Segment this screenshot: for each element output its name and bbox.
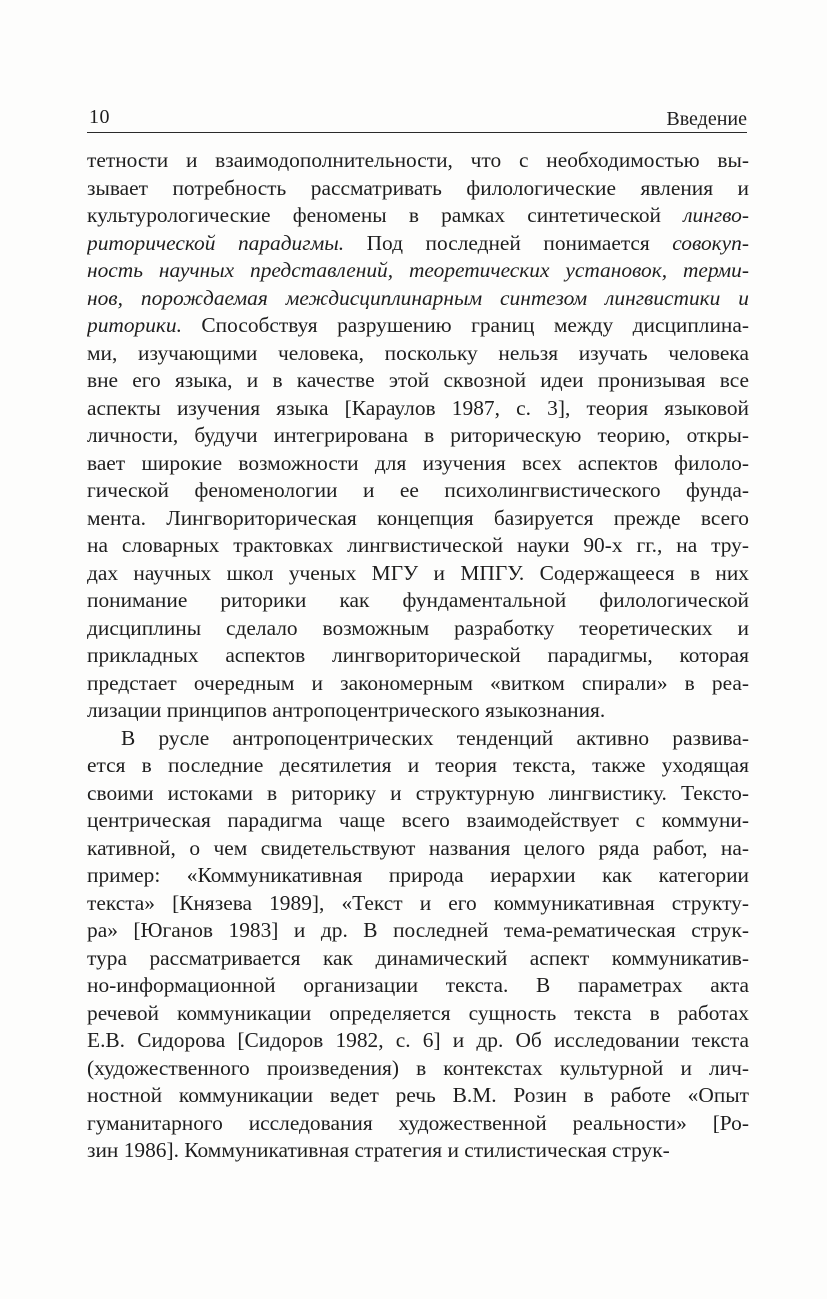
page-number: 10 xyxy=(89,106,110,128)
text-line xyxy=(87,862,749,890)
italic-text-segment: лингво- xyxy=(683,203,749,227)
text-segment: ра» [Юганов 1983] и др. В последней тема-рематическая струк- xyxy=(87,918,749,942)
text-segment: зывает потребность рассматривать филологические явления и xyxy=(87,175,749,200)
text-line xyxy=(87,587,749,615)
italic-text-segment: нов, порождаемая междисциплинарным синтезом лингвистики и xyxy=(87,285,749,310)
text-line xyxy=(87,505,749,533)
text-line xyxy=(87,835,749,863)
italic-text-segment: риторики. xyxy=(87,313,182,337)
text-segment: дисциплины сделало возможным разработку теоретических и xyxy=(87,615,749,640)
text-line xyxy=(87,1082,749,1110)
text-line xyxy=(87,615,749,643)
text-segment: центрическая парадигма чаще всего взаимодействует с коммуни- xyxy=(87,808,749,832)
text-segment: культурологические феномены в рамках синтетической xyxy=(87,203,684,227)
text-line xyxy=(87,395,749,423)
text-line xyxy=(87,1137,749,1165)
text-segment: лизации принципов антропоцентрического языкознания. xyxy=(87,698,606,722)
text-line xyxy=(87,367,749,395)
text-line xyxy=(87,1000,749,1028)
text-segment: личности, будучи интегрирована в риторическую теорию, откры- xyxy=(87,423,749,447)
text-line xyxy=(87,945,749,973)
running-head: Введение xyxy=(666,108,747,130)
text-segment: В русле антропоцентрических тенденций активно развива- xyxy=(121,725,749,750)
text-segment: ностной коммуникации ведет речь В.М. Розин в работе «Опыт xyxy=(87,1083,749,1107)
text-segment: вает широкие возможности для изучения всех аспектов филоло- xyxy=(87,450,749,475)
text-line xyxy=(87,285,749,313)
text-line xyxy=(87,532,749,560)
text-segment: мента. Лингвориторическая концепция базируется прежде всего xyxy=(87,505,749,530)
text-line xyxy=(87,780,749,808)
text-line xyxy=(87,450,749,478)
text-line xyxy=(87,642,749,670)
text-segment: гической феноменологии и ее психолингвистического фунда- xyxy=(87,478,749,502)
text-line xyxy=(87,257,749,285)
text-segment: но-информационной организации текста. В параметрах акта xyxy=(87,973,749,997)
text-segment: дах научных школ ученых МГУ и МПГУ. Содержащееся в них xyxy=(87,560,749,585)
text-line xyxy=(87,670,749,698)
text-line xyxy=(87,972,749,1000)
text-segment: ется в последние десятилетия и теория текста, также уходящая xyxy=(87,753,749,777)
text-segment: текста» [Князева 1989], «Текст и его коммуникативная структу- xyxy=(87,890,749,915)
text-line xyxy=(87,725,749,753)
text-segment: предстает очередным и закономерным «витком спирали» в реа- xyxy=(87,670,749,695)
text-segment: на словарных трактовках лингвистической науки 90-х гг., на тру- xyxy=(87,533,749,557)
text-body xyxy=(87,147,749,1165)
text-segment: тура рассматривается как динамический аспект коммуникатив- xyxy=(87,945,749,970)
text-line xyxy=(87,697,749,725)
text-line xyxy=(87,230,749,258)
text-segment: (художественного произведения) в контекстах культурной и лич- xyxy=(87,1055,749,1080)
page-header xyxy=(87,104,747,133)
text-segment: пример: «Коммуникативная природа иерархии как категории xyxy=(87,863,749,887)
text-line xyxy=(87,147,749,175)
text-line xyxy=(87,312,749,340)
text-line xyxy=(87,890,749,918)
italic-text-segment: совокуп- xyxy=(672,230,749,255)
text-segment: Способствуя разрушению границ между дисциплина- xyxy=(181,313,749,337)
text-line xyxy=(87,340,749,368)
text-line xyxy=(87,1055,749,1083)
text-segment: речевой коммуникации определяется сущность текста в работах xyxy=(87,1000,749,1025)
text-line xyxy=(87,752,749,780)
italic-text-segment: риторической парадигмы. xyxy=(87,230,345,255)
text-line xyxy=(87,917,749,945)
text-segment: своими истоками в риторику и структурную лингвистику. Тексто- xyxy=(87,780,749,805)
text-line xyxy=(87,1027,749,1055)
text-segment: зин 1986]. Коммуникативная стратегия и стилистическая струк- xyxy=(87,1138,670,1162)
text-line xyxy=(87,807,749,835)
text-segment: аспекты изучения языка [Караулов 1987, с. 3], теория языковой xyxy=(87,395,749,420)
text-segment: понимание риторики как фундаментальной филологической xyxy=(87,588,749,612)
text-line xyxy=(87,202,749,230)
text-segment: вне его языка, и в качестве этой сквозной идеи пронизывая все xyxy=(87,368,749,392)
text-line xyxy=(87,175,749,203)
text-line xyxy=(87,560,749,588)
text-segment: кативной, о чем свидетельствуют названия целого ряда работ, на- xyxy=(87,835,749,860)
text-segment: ми, изучающими человека, поскольку нельзя изучать человека xyxy=(87,340,749,365)
text-line xyxy=(87,1110,749,1138)
text-segment: гуманитарного исследования художественной реальности» [Ро- xyxy=(87,1110,749,1135)
text-line xyxy=(87,422,749,450)
italic-text-segment: ность научных представлений, теоретических установок, терми- xyxy=(87,258,749,282)
text-segment: прикладных аспектов лингвориторической парадигмы, которая xyxy=(87,643,749,667)
text-segment: Под последней понимается xyxy=(344,230,673,255)
text-line xyxy=(87,477,749,505)
text-segment: Е.В. Сидорова [Сидоров 1982, с. 6] и др. Об исследовании текста xyxy=(87,1028,749,1052)
text-segment: тетности и взаимодополнительности, что с необходимостью вы- xyxy=(87,148,749,172)
